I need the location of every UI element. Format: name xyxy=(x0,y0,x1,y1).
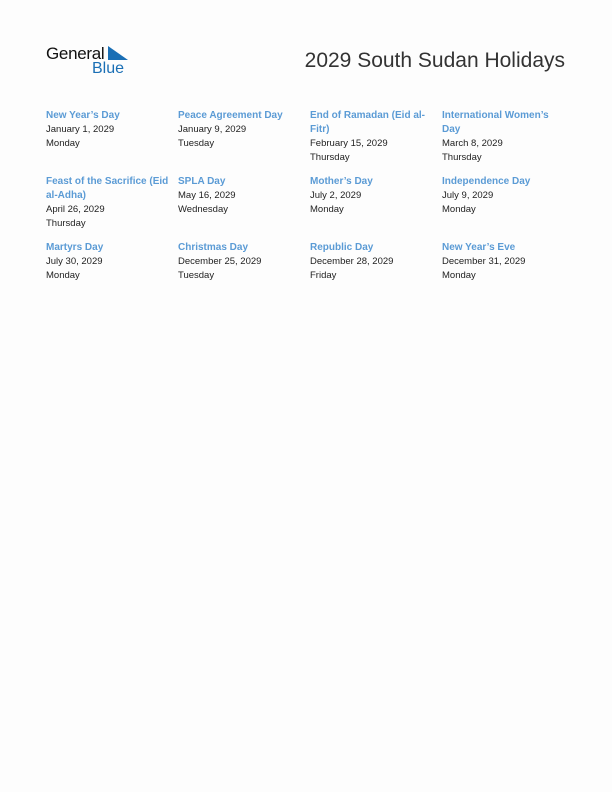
holiday-weekday: Monday xyxy=(46,270,80,281)
holiday-weekday: Monday xyxy=(442,270,476,281)
holiday-date: July 30, 2029 xyxy=(46,256,103,267)
holiday-date: July 2, 2029 xyxy=(310,190,362,201)
holiday-date: January 9, 2029 xyxy=(178,124,247,135)
holiday-name: Feast of the Sacrifice (Eid al-Adha) xyxy=(46,176,169,201)
holiday-date: December 31, 2029 xyxy=(442,256,526,267)
holiday-date: July 9, 2029 xyxy=(442,190,494,201)
holiday-weekday: Friday xyxy=(310,270,337,281)
holiday-date: December 28, 2029 xyxy=(310,256,394,267)
holiday-name: Independence Day xyxy=(442,176,531,187)
holiday-entry xyxy=(310,109,442,165)
holiday-grid xyxy=(46,109,570,283)
holiday-weekday: Thursday xyxy=(442,152,482,163)
page-title: 2029 South Sudan Holidays xyxy=(304,49,565,72)
logo-word-general: General xyxy=(46,44,105,63)
holiday-name: SPLA Day xyxy=(178,176,226,187)
holiday-weekday: Tuesday xyxy=(178,138,215,149)
holiday-name: Martyrs Day xyxy=(46,242,104,253)
holiday-name: Republic Day xyxy=(310,242,374,253)
holiday-name: Christmas Day xyxy=(178,242,249,253)
holiday-entry xyxy=(442,175,570,231)
holiday-entry xyxy=(310,175,442,231)
holiday-entry xyxy=(178,175,310,231)
generalblue-logo xyxy=(46,44,136,80)
holiday-date: May 16, 2029 xyxy=(178,190,236,201)
holiday-weekday: Thursday xyxy=(310,152,350,163)
holiday-entry xyxy=(310,241,442,283)
logo-triangle-icon xyxy=(108,46,128,60)
holiday-name: Mother’s Day xyxy=(310,176,373,187)
holiday-entry xyxy=(178,241,310,283)
holiday-weekday: Monday xyxy=(46,138,80,149)
holiday-entry xyxy=(178,109,310,165)
holiday-weekday: Tuesday xyxy=(178,270,215,281)
holiday-date: February 15, 2029 xyxy=(310,138,388,149)
holiday-date: December 25, 2029 xyxy=(178,256,262,267)
holiday-name: New Year’s Day xyxy=(46,110,120,121)
holiday-date: March 8, 2029 xyxy=(442,138,503,149)
holiday-name: Peace Agreement Day xyxy=(178,110,283,121)
holiday-weekday: Monday xyxy=(310,204,344,215)
holiday-date: January 1, 2029 xyxy=(46,124,115,135)
holiday-name: International Women’s Day xyxy=(442,110,549,135)
holiday-entry xyxy=(46,175,178,231)
holiday-entry xyxy=(442,109,570,165)
holiday-date: April 26, 2029 xyxy=(46,204,105,215)
holiday-entry xyxy=(46,241,178,283)
holiday-entry xyxy=(46,109,178,165)
holiday-entry xyxy=(442,241,570,283)
holiday-name: New Year’s Eve xyxy=(442,242,516,253)
holiday-weekday: Wednesday xyxy=(178,204,228,215)
holiday-weekday: Monday xyxy=(442,204,476,215)
logo-word-blue: Blue xyxy=(92,60,125,77)
holiday-name: End of Ramadan (Eid al-Fitr) xyxy=(310,110,426,135)
holiday-weekday: Thursday xyxy=(46,218,86,229)
